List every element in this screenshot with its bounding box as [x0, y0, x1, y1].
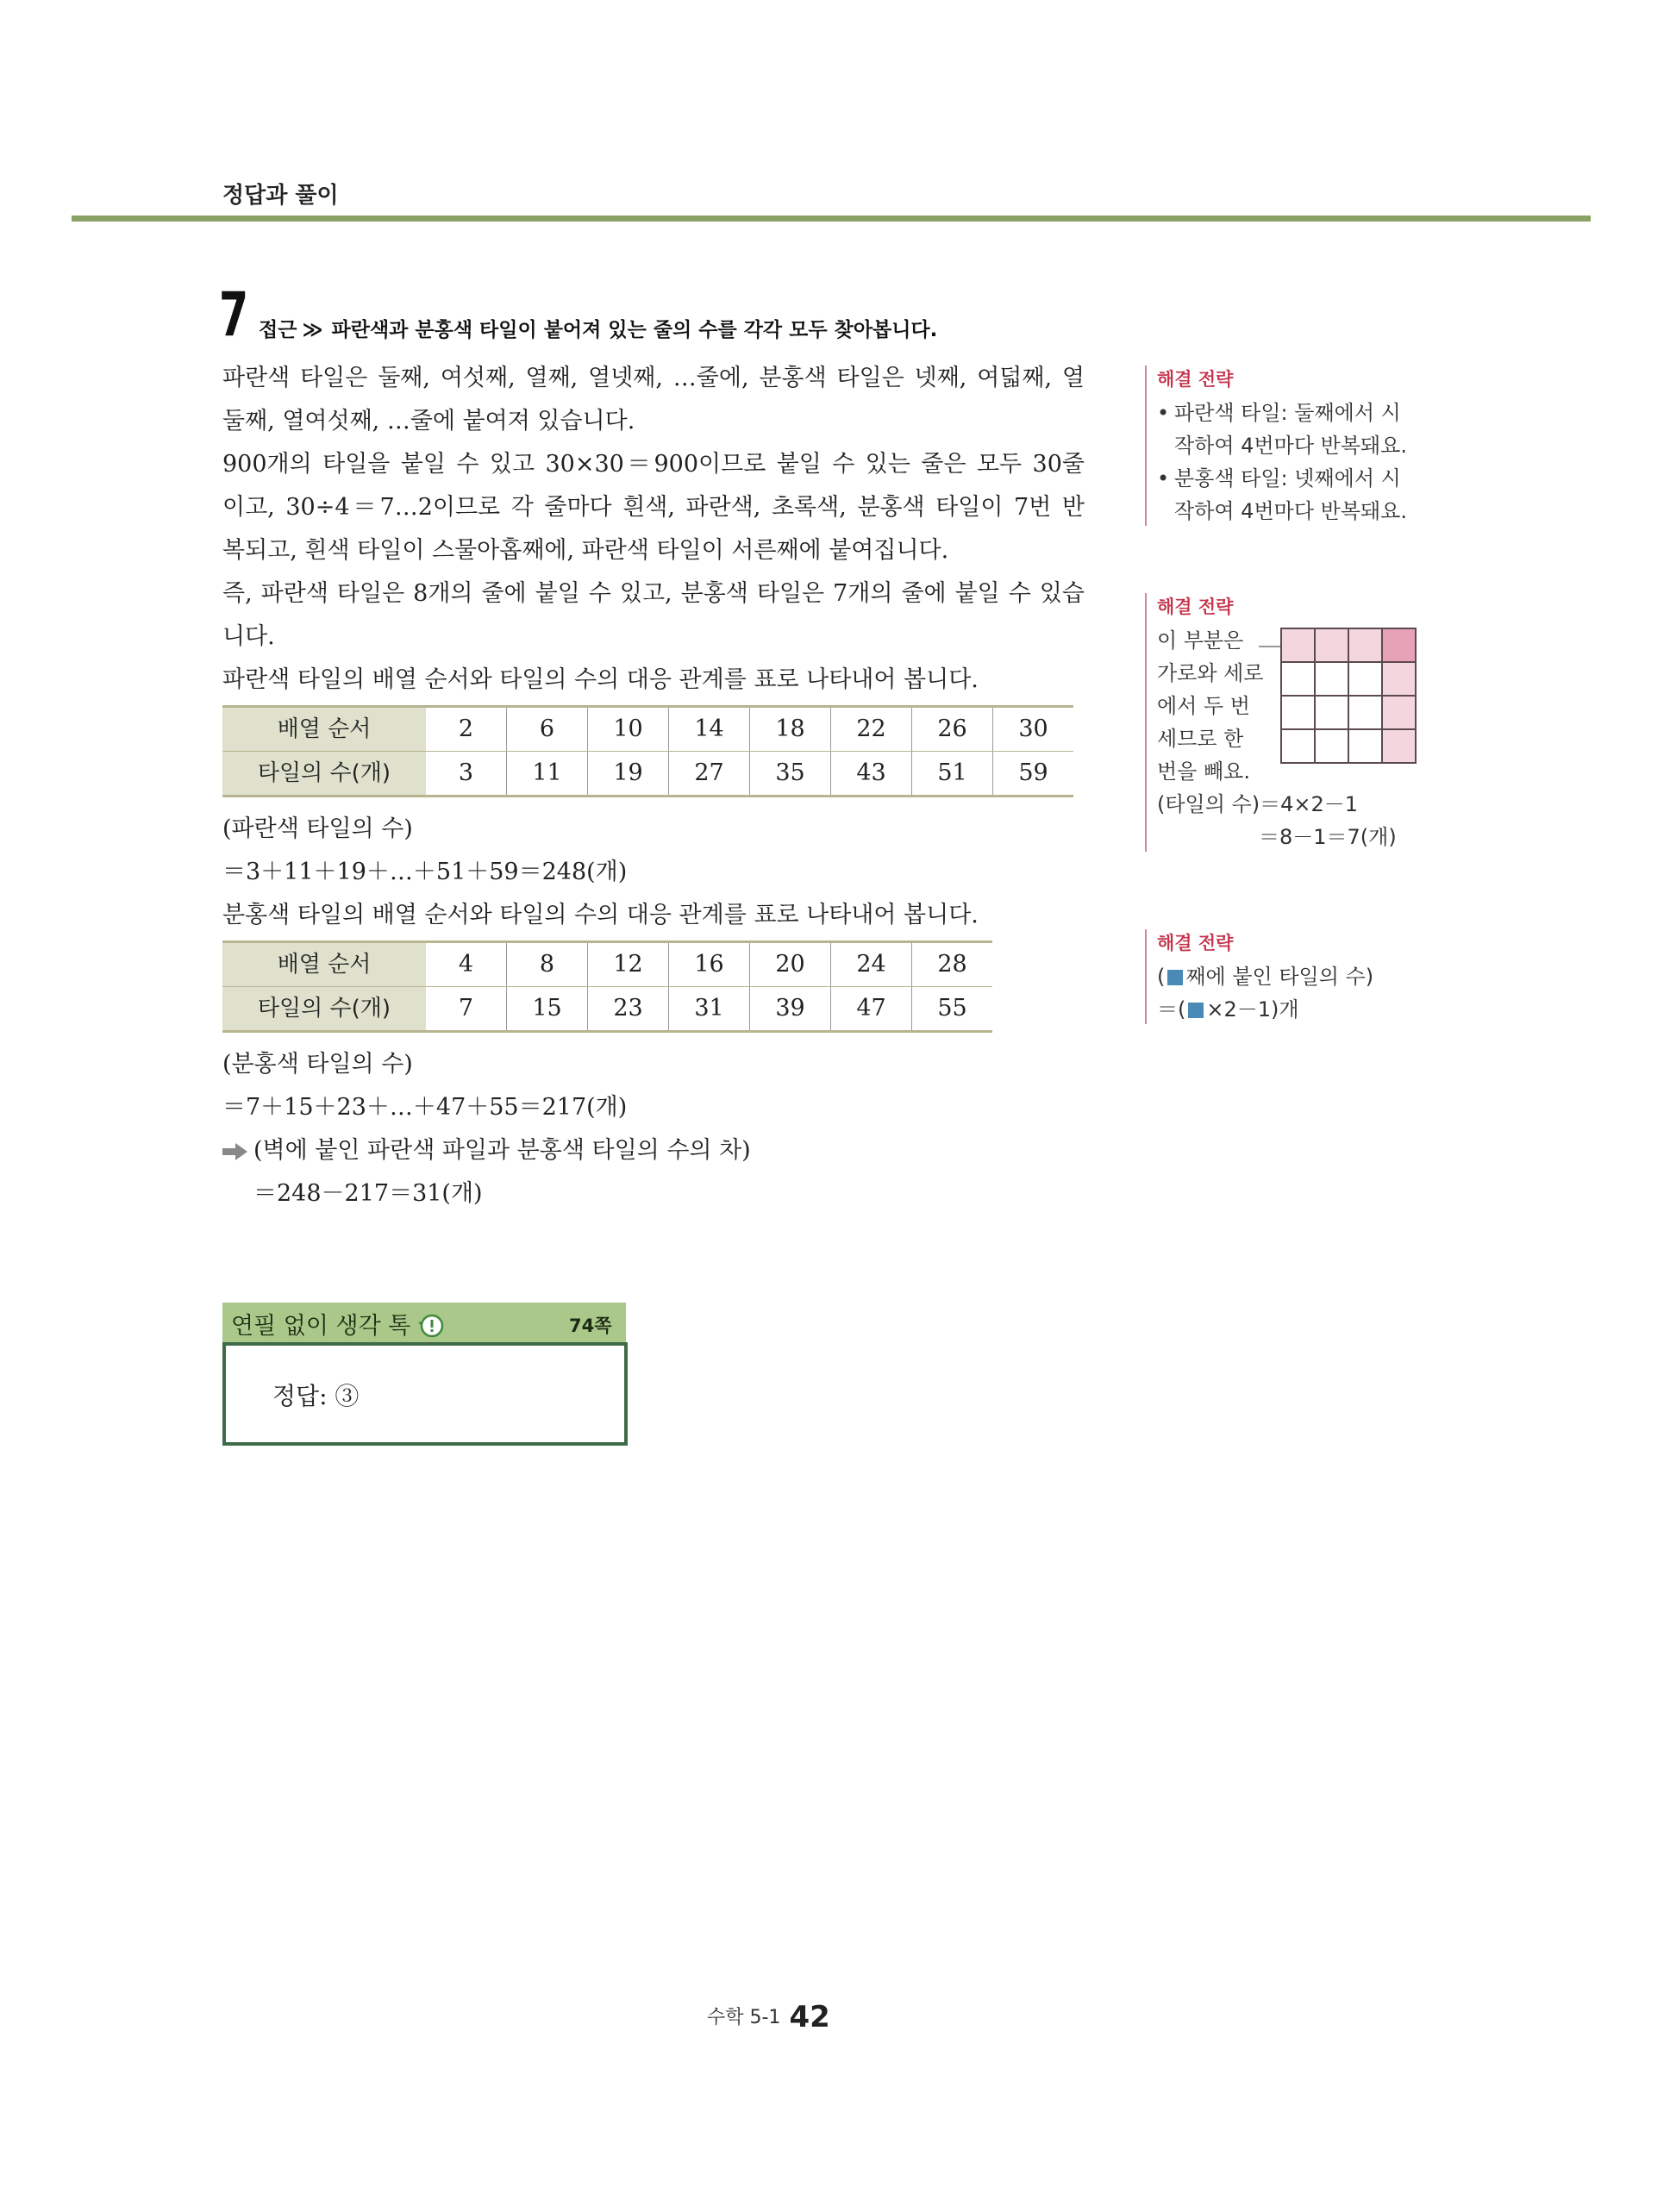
think-box-title-text: 연필 없이 생각 톡: [231, 1313, 411, 1340]
think-box-answer: 정답: ③: [272, 1382, 360, 1410]
note-text: 분홍색 타일: 넷째에서 시: [1174, 466, 1401, 491]
note-line: 이 부분은: [1157, 628, 1244, 653]
blue-square-icon: [1188, 1003, 1204, 1018]
pink-sum-label: (분홍색 타일의 수): [222, 1051, 413, 1078]
table-cell: 47: [831, 987, 912, 1032]
table-header-order: 배열 순서: [222, 707, 426, 752]
note-line: 작하여 4번마다 반복돼요.: [1174, 434, 1407, 458]
table-header-count: 타일의 수(개): [222, 752, 426, 797]
table-cell: 27: [669, 752, 750, 797]
approach-arrow: ≫: [302, 319, 323, 341]
table-cell: 8: [507, 942, 588, 987]
grid-cell: [1348, 628, 1382, 662]
grid-cell: [1315, 628, 1348, 662]
solution-body: [222, 357, 1085, 1215]
grid-cell: [1281, 696, 1315, 729]
table-cell: 11: [507, 752, 588, 797]
note-text: ＝(: [1157, 997, 1186, 1022]
note-line: [1157, 397, 1442, 429]
page-footer: [707, 2000, 830, 2034]
approach-text: 파란색과 분홍색 타일이 붙어져 있는 줄의 수를 각각 모두 찾아봅니다.: [331, 319, 938, 341]
blue-sum-expression: ＝3＋11＋19＋…＋51＋59＝248(개): [222, 859, 628, 885]
grid-cell: [1315, 696, 1348, 729]
grid-cell: [1382, 696, 1416, 729]
table-cell: 10: [588, 707, 669, 752]
strategy-note-3: [1145, 929, 1442, 1024]
grid-cell: [1281, 662, 1315, 696]
grid-cell: [1382, 662, 1416, 696]
table-cell: 22: [831, 707, 912, 752]
table-cell: 55: [912, 987, 993, 1032]
table-cell: 16: [669, 942, 750, 987]
table-cell: 30: [993, 707, 1074, 752]
note-line: 작하여 4번마다 반복돼요.: [1174, 499, 1407, 523]
grid-cell: [1382, 628, 1416, 662]
grid-cell: [1348, 662, 1382, 696]
note-line: 세므로 한: [1157, 727, 1244, 751]
grid-cell: [1281, 729, 1315, 763]
page-number: 42: [789, 2000, 830, 2034]
table-cell: 15: [507, 987, 588, 1032]
grid-cell: [1382, 729, 1416, 763]
pink-tile-table: [222, 940, 992, 1033]
table-header-order: 배열 순서: [222, 942, 426, 987]
grid-cell: [1348, 729, 1382, 763]
table-cell: 14: [669, 707, 750, 752]
note-line: 가로와 세로: [1157, 661, 1264, 685]
note-line: 에서 두 번: [1157, 694, 1250, 718]
note-text: ×2－1)개: [1206, 997, 1299, 1022]
note-line: [1157, 960, 1442, 993]
table-cell: 3: [426, 752, 507, 797]
table-cell: 26: [912, 707, 993, 752]
table-cell: 51: [912, 752, 993, 797]
pink-table-intro: 분홍색 타일의 배열 순서와 타일의 수의 대응 관계를 표로 나타내어 봅니다.: [222, 902, 979, 928]
table-cell: 43: [831, 752, 912, 797]
grid-cell: [1348, 696, 1382, 729]
note-line: [1157, 462, 1442, 495]
difference-label-text: (벽에 붙인 파란색 파일과 분홍색 타일의 수의 차): [253, 1137, 751, 1164]
blue-sum-label: (파란색 타일의 수): [222, 815, 413, 842]
note-text: (: [1157, 965, 1166, 989]
approach-label: 접근: [259, 319, 297, 341]
think-box-page-ref: 74쪽: [569, 1315, 612, 1336]
table-cell: 7: [426, 987, 507, 1032]
approach-line: [259, 314, 937, 342]
problem-number: 7: [219, 279, 249, 350]
paragraph-line: 파란색 타일은 둘째, 여섯째, 열째, 열넷째, …줄에, 분홍색 타일은 넷째, 여덟째, 열: [222, 365, 1085, 391]
paragraph-line: 복되고, 흰색 타일이 스물아홉째에, 파란색 타일이 서른째에 붙여집니다.: [222, 537, 949, 564]
table-header-count: 타일의 수(개): [222, 987, 426, 1032]
grid-pointer-line: [1259, 646, 1281, 647]
note-line: ＝8－1＝7(개): [1259, 825, 1397, 849]
note-line: (타일의 수)＝4×2－1: [1157, 792, 1359, 816]
right-arrow-icon: [222, 1142, 248, 1161]
blue-table-intro: 파란색 타일의 배열 순서와 타일의 수의 대응 관계를 표로 나타내어 봅니다.: [222, 666, 979, 693]
table-cell: 2: [426, 707, 507, 752]
difference-expression: ＝248－217＝31(개): [253, 1180, 483, 1207]
note-text: 파란색 타일: 둘째에서 시: [1174, 401, 1401, 425]
strategy-tag: 해결 전략: [1157, 369, 1234, 390]
header-divider: [72, 216, 1591, 222]
table-cell: 39: [750, 987, 831, 1032]
strategy-tag: 해결 전략: [1157, 933, 1234, 953]
pink-sum-expression: ＝7＋15＋23＋…＋47＋55＝217(개): [222, 1094, 628, 1121]
tile-grid-diagram: [1280, 628, 1417, 764]
difference-label: [222, 1129, 1085, 1172]
exclamation-bubble-icon: [418, 1313, 444, 1339]
table-cell: 35: [750, 752, 831, 797]
table-cell: 6: [507, 707, 588, 752]
note-line: 번을 빼요.: [1157, 759, 1250, 784]
table-cell: 23: [588, 987, 669, 1032]
table-cell: 20: [750, 942, 831, 987]
bullet: •: [1157, 401, 1170, 425]
table-cell: 28: [912, 942, 993, 987]
blue-tile-table: [222, 705, 1073, 797]
grid-cell: [1315, 729, 1348, 763]
table-cell: 12: [588, 942, 669, 987]
grid-cell: [1315, 662, 1348, 696]
blue-square-icon: [1167, 970, 1183, 985]
table-cell: 59: [993, 752, 1074, 797]
paragraph-line: 니다.: [222, 623, 275, 650]
table-cell: 24: [831, 942, 912, 987]
table-cell: 19: [588, 752, 669, 797]
section-title: 정답과 풀이: [222, 183, 339, 209]
table-cell: 4: [426, 942, 507, 987]
bullet: •: [1157, 466, 1170, 491]
strategy-tag: 해결 전략: [1157, 597, 1234, 617]
paragraph-line: 이고, 30÷4＝7…2이므로 각 줄마다 흰색, 파란색, 초록색, 분홍색 타일이 7번 반: [222, 494, 1085, 521]
paragraph-line: 900개의 타일을 붙일 수 있고 30×30＝900이므로 붙일 수 있는 줄은 모두 30줄: [222, 451, 1085, 478]
table-cell: 18: [750, 707, 831, 752]
paragraph-line: 둘째, 열여섯째, …줄에 붙여져 있습니다.: [222, 408, 635, 434]
note-text: 째에 붙인 타일의 수): [1185, 965, 1374, 989]
grid-cell: [1281, 628, 1315, 662]
paragraph-line: 즉, 파란색 타일은 8개의 줄에 붙일 수 있고, 분홍색 타일은 7개의 줄에 붙일 수 있습: [222, 580, 1085, 607]
think-box-title: [231, 1307, 444, 1340]
note-line: [1157, 993, 1442, 1026]
strategy-note-1: [1145, 366, 1442, 526]
footer-subject: 수학 5-1: [707, 2007, 781, 2028]
table-cell: 31: [669, 987, 750, 1032]
